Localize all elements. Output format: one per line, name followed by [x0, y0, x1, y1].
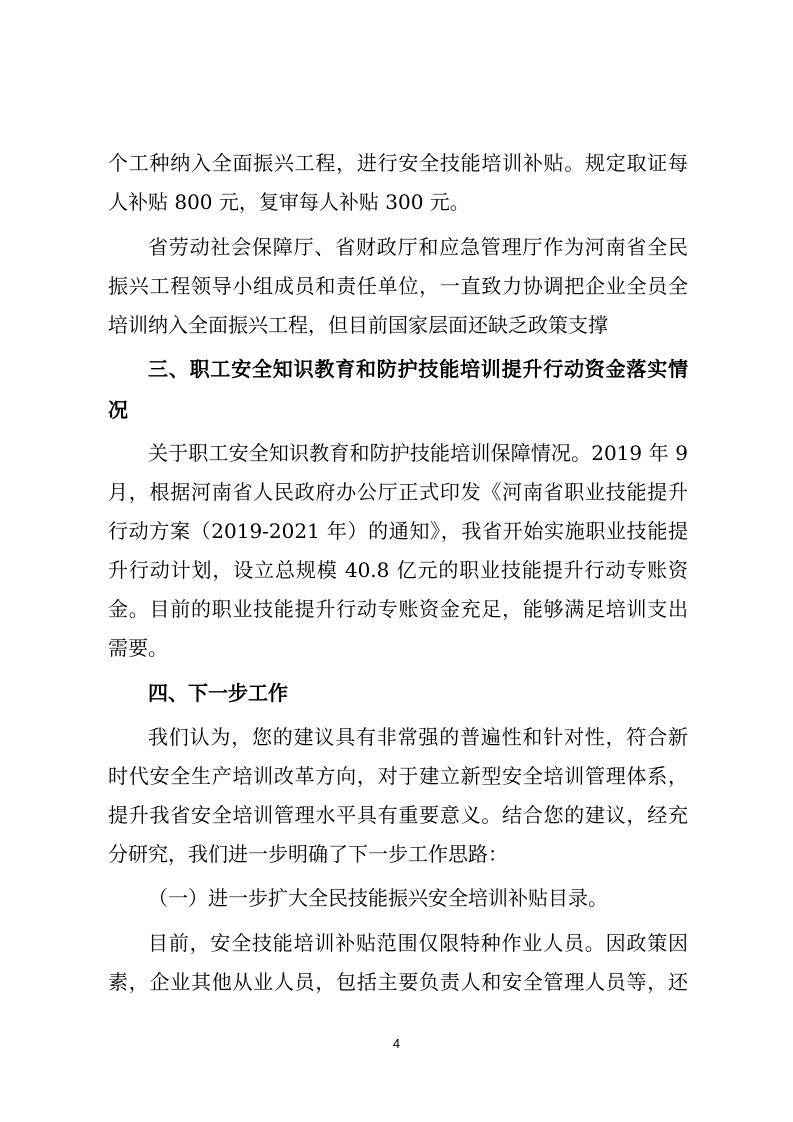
text-line: 分研究，我们进一步明确了下一步工作思路：: [108, 842, 508, 866]
section-heading: 四、下一步工作: [148, 681, 288, 705]
text-line: 行动方案（2019-2021 年）的通知》，我省开始实施职业技能提: [108, 519, 688, 543]
text-line: 振兴工程领导小组成员和责任单位，一直致力协调把企业全员全: [108, 274, 688, 298]
text-line: 金。目前的职业技能提升行动专账资金充足，能够满足培训支出: [108, 597, 688, 621]
text-line: 月，根据河南省人民政府办公厅正式印发《河南省职业技能提升: [108, 480, 688, 504]
subsection-heading: （一）进一步扩大全民技能振兴安全培训补贴目录。: [148, 886, 608, 910]
page-number: 4: [392, 1036, 401, 1051]
text-line: 需要。: [108, 636, 168, 660]
section-heading: 三、职工安全知识教育和防护技能培训提升行动资金落实情: [148, 357, 688, 381]
text-line: 提升我省安全培训管理水平具有重要意义。结合您的建议，经充: [108, 803, 688, 827]
text-line: 个工种纳入全面振兴工程，进行安全技能培训补贴。规定取证每: [108, 151, 688, 175]
text-line: 关于职工安全知识教育和防护技能培训保障情况。2019 年 9: [148, 441, 688, 465]
text-line: 升行动计划，设立总规模 40.8 亿元的职业技能提升行动专账资: [108, 558, 688, 582]
text-line: 省劳动社会保障厅、省财政厅和应急管理厅作为河南省全民: [148, 235, 688, 259]
text-line: 素，企业其他从业人员，包括主要负责人和安全管理人员等，还: [108, 970, 688, 994]
text-line: 培训纳入全面振兴工程，但目前国家层面还缺乏政策支撑: [108, 313, 608, 337]
text-line: 我们认为，您的建议具有非常强的普遍性和针对性，符合新: [148, 725, 688, 749]
text-line: 目前，安全技能培训补贴范围仅限特种作业人员。因政策因: [148, 931, 688, 955]
text-line: 时代安全生产培训改革方向，对于建立新型安全培训管理体系，: [108, 764, 688, 788]
text-line: 人补贴 800 元，复审每人补贴 300 元。: [108, 190, 470, 214]
section-heading: 况: [108, 398, 128, 422]
